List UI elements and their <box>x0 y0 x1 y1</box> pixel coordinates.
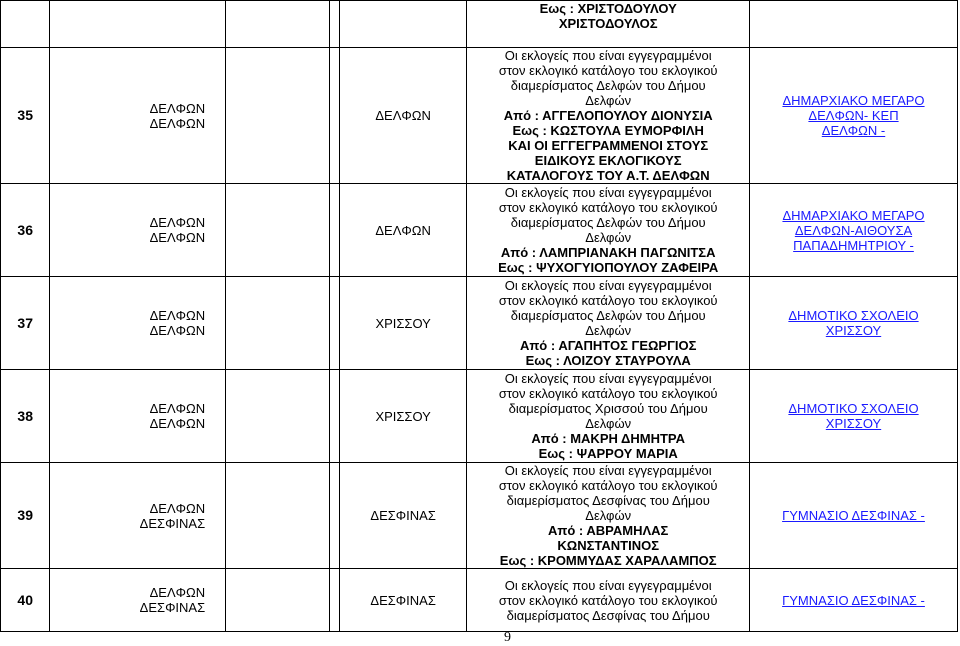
gap-cell <box>50 48 226 184</box>
row-number <box>1 184 50 277</box>
description-line: Δελφών <box>585 93 632 108</box>
description-bold-line: ΚΑΙ ΟΙ ΕΓΓΕΓΡΑΜΜΕΝΟΙ ΣΤΟΥΣ <box>508 138 709 153</box>
description-bold-line: ΕΙΔΙΚΟΥΣ ΕΚΛΟΓΙΚΟΥΣ <box>534 153 682 168</box>
top-loc-cell <box>750 1 958 48</box>
unit-cell <box>339 569 467 632</box>
location-cell <box>750 48 958 184</box>
description-line: Δελφών <box>585 230 632 245</box>
table-row <box>1 463 958 569</box>
location-link[interactable]: ΔΗΜΟΤΙΚΟ ΣΧΟΛΕΙΟ <box>788 401 919 416</box>
row-number <box>1 463 50 569</box>
row-number-text: 37 <box>17 314 33 331</box>
top-desc-line-2: ΧΡΙΣΤΟΔΟΥΛΟΣ <box>558 16 658 31</box>
description-line: Οι εκλογείς που είναι εγγεγραμμένοι <box>504 48 712 63</box>
table-row <box>1 569 958 632</box>
municipality-line: ΔΕΣΦΙΝΑΣ <box>139 600 206 615</box>
row-number-text: 39 <box>17 507 33 523</box>
description-line: Δελφών <box>585 508 632 523</box>
gap-cell <box>50 277 226 370</box>
description-cell <box>467 184 750 277</box>
table-row <box>1 277 958 370</box>
unit-name: ΔΕΛΦΩΝ <box>375 222 431 238</box>
description-line: στον εκλογικό κατάλογο του εκλογικού <box>498 592 718 608</box>
location-cell <box>750 463 958 569</box>
location-link[interactable]: ΔΕΛΦΩΝ - <box>821 123 886 138</box>
municipality-cell <box>226 569 329 632</box>
municipality-cell <box>226 48 329 184</box>
gap-cell <box>50 184 226 277</box>
gap-cell <box>50 569 226 632</box>
unit-name: ΧΡΙΣΣΟΥ <box>375 408 431 424</box>
municipality-cell <box>226 463 329 569</box>
municipality-line: ΔΕΛΦΩΝ <box>149 230 206 245</box>
municipality-line: ΔΕΣΦΙΝΑΣ <box>139 515 206 531</box>
gap2-cell <box>329 463 339 569</box>
description-cell <box>467 48 750 184</box>
unit-cell <box>339 277 467 370</box>
municipality-line: ΔΕΛΦΩΝ <box>149 500 206 516</box>
municipality-line: ΔΕΛΦΩΝ <box>149 215 206 230</box>
municipality-line: ΔΕΛΦΩΝ <box>149 115 206 131</box>
unit-name: ΔΕΣΦΙΝΑΣ <box>370 592 436 608</box>
row-number <box>1 277 50 370</box>
description-line: Οι εκλογείς που είναι εγγεγραμμένοι <box>504 185 712 200</box>
top-mun-cell <box>226 1 329 48</box>
location-link[interactable]: ΔΕΛΦΩΝ-ΑΙΘΟΥΣΑ <box>794 222 913 238</box>
description-line: διαμερίσματος Δελφών του Δήμου <box>510 78 706 93</box>
page-number: 9 <box>504 630 511 645</box>
municipality-cell <box>226 370 329 463</box>
description-line: στον εκλογικό κατάλογο του εκλογικού <box>498 293 718 308</box>
location-link[interactable]: ΔΕΛΦΩΝ- ΚΕΠ <box>808 108 899 123</box>
description-cell <box>467 370 750 463</box>
top-unit-cell <box>339 1 467 48</box>
description-cell <box>467 569 750 632</box>
description-bold-line: Εως : ΨΑΡΡΟΥ ΜΑΡΙΑ <box>538 446 678 461</box>
table-row-top <box>1 1 958 48</box>
municipality-line: ΔΕΛΦΩΝ <box>149 585 206 600</box>
description-line: Οι εκλογείς που είναι εγγεγραμμένοι <box>504 371 712 386</box>
table-row <box>1 48 958 184</box>
unit-cell <box>339 463 467 569</box>
description-line: στον εκλογικό κατάλογο του εκλογικού <box>498 386 718 401</box>
description-bold-line: Από : ΑΓΓΕΛΟΠΟΥΛΟΥ ΔΙΟΝΥΣΙΑ <box>503 108 713 123</box>
municipality-line: ΔΕΛΦΩΝ <box>149 100 206 116</box>
description-line: διαμερίσματος Δελφών του Δήμου <box>510 308 706 323</box>
description-bold-line: Εως : ΛΟΙΖΟΥ ΣΤΑΥΡΟΥΛΑ <box>525 353 691 368</box>
description-line: διαμερίσματος Δεσφίνας του Δήμου <box>506 607 710 623</box>
location-cell <box>750 569 958 632</box>
description-line: διαμερίσματος Δελφών του Δήμου <box>510 215 706 230</box>
description-bold-line: ΚΑΤΑΛΟΓΟΥΣ ΤΟΥ Α.Τ. ΔΕΛΦΩΝ <box>506 168 710 183</box>
description-cell <box>467 277 750 370</box>
description-bold-line: Εως : ΚΡΟΜΜΥΔΑΣ ΧΑΡΑΛΑΜΠΟΣ <box>499 553 717 568</box>
description-line: στον εκλογικό κατάλογο του εκλογικού <box>498 63 718 78</box>
location-link[interactable]: ΔΗΜΑΡΧΙΑΚΟ ΜΕΓΑΡΟ <box>782 93 925 108</box>
location-link[interactable]: ΔΗΜΑΡΧΙΑΚΟ ΜΕΓΑΡΟ <box>782 207 925 223</box>
description-bold-line: Από : ΑΓΑΠΗΤΟΣ ΓΕΩΡΓΙΟΣ <box>519 338 697 353</box>
municipality-line: ΔΕΛΦΩΝ <box>149 416 206 431</box>
table-row <box>1 370 958 463</box>
location-cell <box>750 277 958 370</box>
top-desc-line-1: Εως : ΧΡΙΣΤΟΔΟΥΛΟΥ <box>539 1 677 16</box>
gap-cell <box>50 370 226 463</box>
description-bold-line: Από : ΛΑΜΠΡΙΑΝΑΚΗ ΠΑΓΩΝΙΤΣΑ <box>500 245 716 260</box>
location-link[interactable]: ΓΥΜΝΑΣΙΟ ΔΕΣΦΙΝΑΣ - <box>782 508 925 523</box>
gap2-cell <box>329 48 339 184</box>
row-number <box>1 48 50 184</box>
description-bold-line: Από : ΜΑΚΡΗ ΔΗΜΗΤΡΑ <box>531 431 685 446</box>
table-row <box>1 184 958 277</box>
description-bold-line: ΚΩΝΣΤΑΝΤΙΝΟΣ <box>557 538 659 553</box>
description-cell <box>467 463 750 569</box>
gap2-cell <box>329 277 339 370</box>
unit-name: ΔΕΣΦΙΝΑΣ <box>370 508 436 523</box>
description-line: Οι εκλογείς που είναι εγγεγραμμένοι <box>504 463 712 478</box>
description-bold-line: Εως : ΨΥΧΟΓΥΙΟΠΟΥΛΟΥ ΖΑΦΕΙΡΑ <box>498 260 719 275</box>
description-line: Δελφών <box>585 323 632 338</box>
gap2-cell <box>329 184 339 277</box>
row-number-text: 36 <box>17 221 33 238</box>
top-gap2-cell <box>329 1 339 48</box>
municipality-line: ΔΕΛΦΩΝ <box>149 323 206 338</box>
municipality-line: ΔΕΛΦΩΝ <box>149 308 206 323</box>
unit-name: ΧΡΙΣΣΟΥ <box>375 315 431 331</box>
unit-name: ΔΕΛΦΩΝ <box>375 108 431 123</box>
description-line: Δελφών <box>585 416 632 431</box>
gap2-cell <box>329 569 339 632</box>
municipality-cell <box>226 277 329 370</box>
row-number-text: 35 <box>17 107 33 123</box>
description-line: Οι εκλογείς που είναι εγγεγραμμένοι <box>504 278 712 293</box>
top-num-cell <box>1 1 50 48</box>
description-line: διαμερίσματος Δεσφίνας του Δήμου <box>506 493 710 508</box>
row-number-text: 40 <box>17 591 33 608</box>
description-line: Οι εκλογείς που είναι εγγεγραμμένοι <box>504 577 712 593</box>
location-link[interactable]: ΧΡΙΣΣΟΥ <box>825 323 882 338</box>
row-number <box>1 569 50 632</box>
unit-cell <box>339 184 467 277</box>
description-line: στον εκλογικό κατάλογο του εκλογικού <box>498 200 718 215</box>
location-link[interactable]: ΠΑΠΑΔΗΜΗΤΡΙΟΥ - <box>793 237 914 253</box>
location-cell <box>750 370 958 463</box>
unit-cell <box>339 48 467 184</box>
location-link[interactable]: ΧΡΙΣΣΟΥ <box>825 416 882 431</box>
gap-cell <box>50 463 226 569</box>
top-gap-cell <box>50 1 226 48</box>
location-cell <box>750 184 958 277</box>
gap2-cell <box>329 370 339 463</box>
description-bold-line: Εως : ΚΩΣΤΟΥΛΑ ΕΥΜΟΡΦΙΛΗ <box>512 123 704 138</box>
unit-cell <box>339 370 467 463</box>
row-number <box>1 370 50 463</box>
municipality-line: ΔΕΛΦΩΝ <box>149 401 206 416</box>
description-line: στον εκλογικό κατάλογο του εκλογικού <box>498 478 718 493</box>
location-link[interactable]: ΔΗΜΟΤΙΚΟ ΣΧΟΛΕΙΟ <box>788 308 919 323</box>
description-line: διαμερίσματος Χρισσού του Δήμου <box>508 401 708 416</box>
row-number-text: 38 <box>17 407 33 424</box>
municipality-cell <box>226 184 329 277</box>
location-link[interactable]: ΓΥΜΝΑΣΙΟ ΔΕΣΦΙΝΑΣ - <box>782 592 925 608</box>
top-desc-cell <box>467 1 750 48</box>
description-bold-line: Από : ΑΒΡΑΜΗΛΑΣ <box>548 523 669 538</box>
